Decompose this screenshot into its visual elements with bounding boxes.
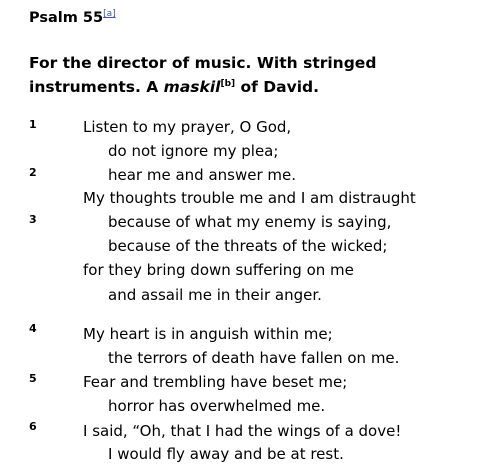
verse-number-3: 3 — [29, 213, 37, 226]
psalm-superscription — [29, 51, 469, 99]
verse-line: because of what my enemy is saying, — [108, 213, 392, 231]
verse-line: I said, “Oh, that I had the wings of a dove! — [83, 422, 402, 440]
verse-line: the terrors of death have fallen on me. — [108, 349, 400, 367]
verse-line: Fear and trembling have beset me; — [83, 373, 348, 391]
verse-line: horror has overwhelmed me. — [108, 397, 326, 415]
verse-line: My thoughts trouble me and I am distraught — [83, 189, 416, 207]
psalm-title — [29, 10, 116, 26]
verse-line: My heart is in anguish within me; — [83, 325, 333, 343]
footnote-b-link[interactable]: [b] — [220, 78, 236, 89]
verse-number-5: 5 — [29, 372, 37, 385]
verse-line: do not ignore my plea; — [108, 142, 279, 160]
verse-line: hear me and answer me. — [108, 166, 297, 184]
verse-line: for they bring down suffering on me — [83, 261, 354, 279]
verse-number-2: 2 — [29, 166, 37, 179]
verse-line: because of the threats of the wicked; — [108, 237, 388, 255]
footnote-a-link[interactable]: [a] — [103, 9, 116, 20]
verse-line: I would fly away and be at rest. — [108, 445, 344, 463]
psalm-title-text: Psalm 55 — [29, 10, 104, 26]
superscription-italic: maskil — [163, 78, 221, 96]
verse-number-1: 1 — [29, 118, 37, 131]
verse-number-4: 4 — [29, 322, 37, 335]
verse-line: and assail me in their anger. — [108, 286, 322, 304]
verse-line: Listen to my prayer, O God, — [83, 118, 292, 136]
superscription-text: For the director of music. With stringed instruments. A — [29, 54, 377, 96]
verse-number-6: 6 — [29, 420, 37, 433]
superscription-end: of David. — [235, 78, 320, 96]
